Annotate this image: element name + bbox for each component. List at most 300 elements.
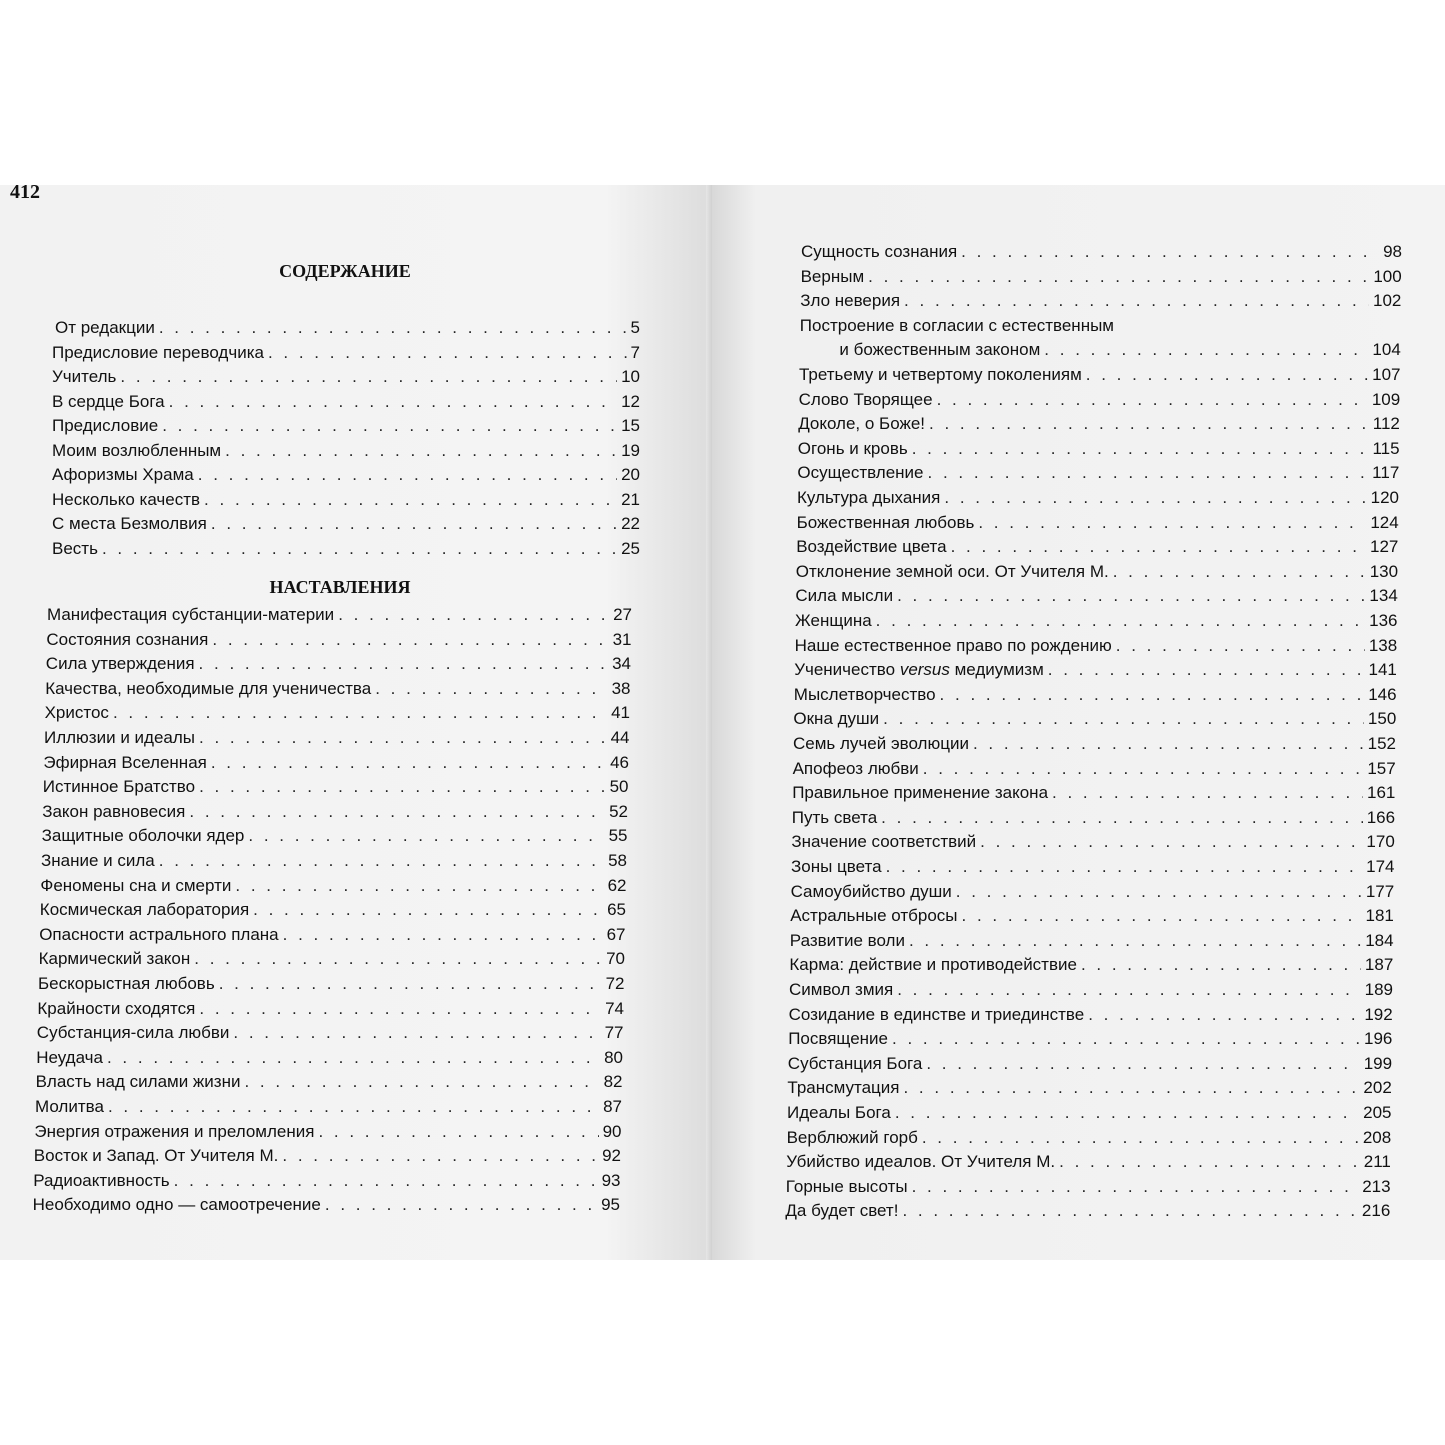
- toc-entry-title: Неудача: [36, 1047, 103, 1067]
- dot-leader: [120, 367, 617, 387]
- toc-entry: [34, 1142, 621, 1166]
- toc-entry: [46, 650, 631, 674]
- toc-entry-title: Молитва: [35, 1097, 104, 1116]
- toc-entry: [42, 822, 628, 846]
- toc-entry-page: 10: [621, 367, 640, 386]
- toc-entry: [33, 1167, 620, 1191]
- toc-entry: [52, 412, 640, 436]
- toc-entry: [797, 459, 1399, 483]
- right-page: [712, 185, 1445, 1260]
- toc-entry-title: Трансмутация: [787, 1078, 900, 1098]
- toc-entry-title: В сердце Бога: [52, 391, 165, 411]
- toc-entry: [795, 582, 1397, 606]
- toc-entry: [792, 779, 1395, 803]
- toc-entry-page: 120: [1370, 488, 1399, 507]
- dot-leader: [159, 318, 627, 338]
- toc-entry: [801, 238, 1402, 262]
- toc-entry: [794, 681, 1397, 705]
- toc-entry-page: 52: [609, 801, 628, 821]
- toc-entry-page: 117: [1372, 463, 1400, 483]
- toc-entry: [39, 945, 625, 969]
- toc-entry-page: 27: [613, 605, 632, 624]
- dot-leader: [268, 343, 627, 363]
- toc-entry: [52, 363, 640, 387]
- dot-leader: [928, 463, 1369, 483]
- toc-entry-title: Феномены сна и смерти: [40, 875, 232, 895]
- dot-leader: [962, 906, 1362, 926]
- toc-entry-title: Защитные оболочки ядер: [41, 826, 245, 846]
- toc-entry-page: 62: [607, 875, 627, 895]
- dot-leader: [951, 537, 1366, 557]
- book-spread: [0, 185, 1445, 1260]
- toc-entry: [52, 437, 640, 461]
- toc-entry: [798, 410, 1400, 434]
- dot-leader: [253, 900, 603, 920]
- toc-entry: [42, 798, 628, 822]
- toc-entry-page: 19: [621, 440, 640, 460]
- dot-leader: [199, 777, 605, 797]
- toc-entry: [36, 1068, 623, 1092]
- toc-entry-page: 109: [1371, 389, 1401, 409]
- dot-leader: [912, 1177, 1359, 1197]
- toc-entry-page: 187: [1364, 955, 1394, 975]
- dot-leader: [868, 267, 1369, 287]
- toc-entry-title: Астральные отбросы: [790, 906, 958, 926]
- dot-leader: [923, 759, 1364, 779]
- toc-entry-page: 157: [1367, 758, 1396, 778]
- toc-entry-page: 7: [630, 342, 640, 362]
- toc-entry-page: 216: [1361, 1201, 1391, 1221]
- dot-leader: [199, 999, 601, 1019]
- dot-leader: [980, 832, 1362, 852]
- dot-leader: [194, 949, 602, 969]
- toc-entry: [796, 533, 1398, 557]
- dot-leader: [892, 1029, 1360, 1049]
- dot-leader: [903, 1078, 1359, 1098]
- toc-entry-title: Построение в согласии с естественным: [799, 315, 1114, 335]
- toc-entry-page: 112: [1372, 414, 1400, 434]
- toc-entry-page: 152: [1367, 734, 1396, 753]
- toc-entry-page: 107: [1372, 365, 1401, 384]
- dot-leader: [902, 1201, 1357, 1221]
- dot-leader: [1081, 955, 1361, 975]
- dot-leader: [926, 1054, 1359, 1074]
- toc-entry-page: 138: [1368, 635, 1398, 655]
- toc-entry-page: 34: [612, 654, 631, 674]
- toc-entry-page: 211: [1363, 1152, 1391, 1172]
- toc-entry: [799, 361, 1401, 385]
- toc-entry: [790, 927, 1394, 951]
- toc-entry-title: Женщина: [795, 611, 872, 630]
- toc-entry-title: Символ змия: [789, 980, 894, 999]
- toc-entry-page: 100: [1373, 266, 1402, 286]
- toc-entry: [787, 1099, 1392, 1123]
- dot-leader: [225, 441, 617, 461]
- toc-entry-page: 21: [621, 489, 640, 509]
- dot-leader: [162, 416, 617, 436]
- toc-entry-page: 196: [1364, 1029, 1393, 1049]
- toc-entry-title: Энергия отражения и преломления: [34, 1121, 315, 1141]
- toc-entry-title: Правильное применение закона: [792, 783, 1049, 803]
- toc-entry-title: Созидание в единстве и триединстве: [788, 1004, 1085, 1024]
- dot-leader: [1048, 660, 1365, 680]
- dot-leader: [940, 685, 1365, 705]
- dot-leader: [204, 490, 617, 510]
- toc-entry-title: Субстанция Бога: [787, 1053, 923, 1073]
- toc-entry-title: Моим возлюбленным: [52, 440, 222, 460]
- dot-leader: [929, 414, 1369, 434]
- toc-entry-title: От редакции: [55, 318, 155, 337]
- dot-leader: [219, 974, 602, 994]
- toc-entry-page: 92: [602, 1146, 621, 1166]
- dot-leader: [937, 390, 1368, 410]
- toc-entry: [797, 509, 1399, 533]
- toc-entry: [787, 1124, 1392, 1148]
- toc-entry: [52, 461, 640, 485]
- toc-entry: [40, 896, 626, 920]
- toc-entry-page: 141: [1368, 660, 1397, 680]
- toc-entry: [43, 749, 629, 773]
- dot-leader: [876, 611, 1365, 631]
- toc-entry-page: 25: [621, 538, 640, 558]
- toc-entry: [41, 847, 627, 871]
- toc-entry-title: Предисловие переводчика: [52, 342, 264, 362]
- toc-entry-title: Закон равновесия: [42, 801, 186, 821]
- toc-entry-title: Культура дыхания: [797, 488, 941, 507]
- toc-entry: [789, 951, 1393, 975]
- toc-entry-title: Третьему и четвертому поколениям: [799, 365, 1082, 384]
- dot-leader: [881, 808, 1363, 828]
- section-heading: НАСТАВЛЕНИЯ: [269, 577, 411, 597]
- toc-entry-page: 44: [610, 728, 630, 747]
- toc-entry-title: Качества, необходимые для ученичества: [45, 678, 372, 698]
- dot-leader: [886, 857, 1363, 877]
- toc-entry-title: Манифестация субстанции-материи: [47, 605, 335, 624]
- toc-entry-title: Власть над силами жизни: [35, 1072, 241, 1092]
- dot-leader: [375, 679, 607, 699]
- toc-entry: [796, 558, 1398, 582]
- toc-entry-title: Значение соответствий: [791, 832, 977, 852]
- toc-entry: [789, 1001, 1393, 1025]
- page-number: 412: [10, 185, 40, 203]
- toc-entry-page: 90: [602, 1121, 622, 1141]
- dot-leader: [211, 514, 617, 534]
- toc-entry-title: Сила мысли: [795, 586, 894, 606]
- dot-leader: [318, 1122, 598, 1142]
- toc-entry-page: 22: [621, 514, 640, 533]
- dot-leader: [961, 242, 1379, 262]
- toc-entry-page: 213: [1362, 1176, 1391, 1196]
- toc-entry: [787, 1074, 1391, 1098]
- toc-entry: [36, 1044, 623, 1068]
- toc-entry-title: Зло неверия: [800, 291, 901, 311]
- dot-leader: [189, 802, 605, 822]
- toc-entry-title: Сила утверждения: [45, 654, 195, 674]
- toc-entry-page: 136: [1369, 611, 1398, 630]
- toc-entry-title: Опасности астрального плана: [39, 924, 279, 944]
- toc-entry: [791, 853, 1395, 877]
- toc-entry-title: и божественным законом: [839, 340, 1041, 360]
- toc-entry-page: 46: [610, 752, 629, 772]
- toc-entry: [46, 626, 631, 650]
- toc-entry-page: 12: [621, 391, 640, 411]
- toc-entry-title: Осуществление: [797, 463, 924, 483]
- dot-leader: [283, 925, 603, 945]
- toc-entry-page: 146: [1368, 684, 1397, 704]
- toc-entry-page: 150: [1367, 709, 1397, 729]
- toc-entry-page: 184: [1365, 930, 1394, 950]
- dot-leader: [909, 931, 1361, 951]
- toc-entry-title: Карма: действие и противодействие: [789, 955, 1077, 975]
- toc-entry: [794, 656, 1397, 680]
- toc-entry-title: Сущность сознания: [801, 242, 958, 261]
- dot-leader: [325, 1195, 597, 1215]
- dot-leader: [199, 728, 607, 748]
- toc-entry: [791, 878, 1395, 902]
- toc-entry-page: 80: [604, 1047, 623, 1067]
- dot-leader: [944, 488, 1366, 508]
- toc-entry-title: Зоны цвета: [791, 857, 882, 876]
- toc-entry-title: Необходимо одно — самоотречение: [32, 1195, 321, 1215]
- toc-entry: [33, 1191, 620, 1215]
- toc-entry-page: 124: [1370, 512, 1399, 532]
- toc-entry: [785, 1197, 1390, 1221]
- dot-leader: [895, 1103, 1359, 1123]
- toc-heading: СОДЕРЖАНИЕ: [279, 261, 411, 281]
- toc-entry: [791, 828, 1394, 852]
- toc-entry: [52, 535, 640, 559]
- toc-entry: [799, 386, 1401, 410]
- toc-entry-page: 38: [611, 678, 631, 698]
- toc-entry-page: 189: [1364, 980, 1393, 999]
- toc-entry-title: Убийство идеалов. От Учителя М.: [786, 1152, 1056, 1172]
- toc-entry-title: Самоубийство души: [790, 881, 952, 901]
- toc-entry-page: 161: [1367, 783, 1396, 803]
- toc-entry: [47, 601, 632, 625]
- dot-leader: [108, 1097, 599, 1117]
- toc-entry-title: Христос: [44, 703, 109, 723]
- toc-entry: [793, 705, 1396, 729]
- toc-entry-title: Наше естественное право по рождению: [794, 635, 1112, 655]
- dot-leader: [883, 709, 1364, 729]
- dot-leader: [159, 851, 604, 871]
- toc-entry-page: 127: [1370, 537, 1399, 557]
- toc-entry-page: 181: [1365, 906, 1394, 926]
- dot-leader: [107, 1048, 600, 1068]
- toc-entry-title: Весть: [52, 538, 98, 558]
- toc-entry-title: Доколе, о Боже!: [798, 414, 926, 434]
- toc-entry: [38, 970, 625, 994]
- dot-leader: [1059, 1152, 1360, 1172]
- toc-entry: [800, 287, 1401, 311]
- dot-leader: [282, 1146, 598, 1166]
- toc-entry: [40, 872, 626, 896]
- toc-entry-page: 31: [612, 629, 632, 649]
- dot-leader: [897, 586, 1365, 606]
- toc-entry-page: 82: [603, 1072, 623, 1092]
- toc-entry-page: 77: [604, 1023, 624, 1043]
- toc-entry-page: 5: [630, 318, 640, 337]
- toc-entry-page: 208: [1362, 1127, 1392, 1147]
- toc-entry: [45, 699, 630, 723]
- toc-entry: [43, 773, 629, 797]
- dot-leader: [199, 654, 609, 674]
- dot-leader: [113, 703, 607, 723]
- toc-entry: [788, 1025, 1392, 1049]
- dot-leader: [198, 465, 617, 485]
- toc-entry-title: Божественная любовь: [796, 512, 975, 532]
- toc-entry-page: 205: [1363, 1103, 1392, 1122]
- toc-entry: [34, 1118, 621, 1142]
- toc-entry-title: Огонь и кровь: [797, 438, 908, 458]
- dot-leader: [338, 605, 609, 625]
- toc-entry-title: Предисловие: [52, 416, 159, 435]
- toc-entry-title: Иллюзии и идеалы: [44, 728, 195, 747]
- toc-entry-page: 74: [605, 998, 624, 1018]
- toc-entry-page: 50: [609, 777, 629, 797]
- toc-entry-page: 55: [608, 826, 628, 846]
- dot-leader: [233, 1023, 600, 1043]
- toc-entry-page: 104: [1372, 340, 1401, 360]
- toc-entry-page: 192: [1364, 1004, 1393, 1024]
- toc-entry-page: 98: [1383, 242, 1402, 261]
- toc-entry-page: 58: [608, 851, 627, 870]
- dot-leader: [212, 630, 608, 650]
- toc-entry-page: 72: [605, 974, 625, 993]
- toc-entry: [55, 314, 640, 338]
- dot-leader: [235, 876, 603, 896]
- toc-entry-title: Несколько качеств: [52, 489, 201, 509]
- toc-entry-title: Путь света: [791, 807, 878, 827]
- dot-leader: [956, 882, 1362, 902]
- toc-entry-title: Космическая лаборатория: [39, 900, 250, 920]
- dot-leader: [912, 439, 1369, 459]
- toc-entry-title: Апофеоз любви: [792, 758, 919, 778]
- dot-leader: [904, 291, 1369, 311]
- dot-leader: [922, 1128, 1359, 1148]
- toc-entry-title: Ученичество versus медиумизм: [794, 660, 1044, 680]
- toc-entry-page: 199: [1363, 1053, 1393, 1073]
- dot-leader: [174, 1171, 598, 1191]
- toc-entry-page: 87: [603, 1097, 622, 1116]
- toc-entry-title: Мыслетворчество: [793, 684, 936, 704]
- toc-entry-page: 65: [607, 900, 626, 920]
- toc-entry-title: Отклонение земной оси. От Учителя М.: [795, 561, 1109, 581]
- toc-entry-page: 177: [1365, 881, 1395, 901]
- toc-entry-title: Верным: [800, 266, 865, 286]
- toc-entry: [801, 263, 1402, 287]
- toc-entry-title: Посвящение: [788, 1029, 888, 1049]
- dot-leader: [248, 826, 604, 846]
- toc-entry-title: Афоризмы Храма: [52, 465, 194, 484]
- toc-entry: [793, 755, 1396, 779]
- toc-entry-title: Да будет свет!: [785, 1201, 899, 1221]
- toc-entry-title: Учитель: [52, 367, 117, 386]
- toc-entry: [800, 312, 1401, 336]
- toc-entry-page: 41: [611, 703, 630, 723]
- toc-entry-title: Радиоактивность: [33, 1170, 170, 1190]
- toc-entry-title: Истинное Братство: [42, 777, 196, 797]
- toc-entry: [52, 388, 640, 412]
- dot-leader: [978, 513, 1366, 533]
- toc-entry: [788, 1050, 1392, 1074]
- dot-leader: [1052, 783, 1363, 803]
- toc-entry-page: 20: [621, 465, 640, 484]
- toc-entry: [39, 921, 625, 945]
- toc-entry: [44, 724, 630, 748]
- dot-leader: [1116, 636, 1365, 656]
- toc-entry-title: Идеалы Бога: [787, 1103, 891, 1122]
- dot-leader: [211, 753, 606, 773]
- toc-entry: [789, 976, 1393, 1000]
- toc-entry-title: Крайности сходятся: [37, 998, 196, 1018]
- toc-entry-title: Развитие воли: [789, 930, 905, 950]
- toc-entry-title: Слово Творящее: [798, 389, 933, 409]
- toc-entry-page: 166: [1366, 807, 1396, 827]
- toc-entry-page: 93: [601, 1170, 621, 1190]
- toc-entry-title: Состояния сознания: [46, 629, 209, 649]
- dot-leader: [973, 734, 1364, 754]
- toc-entry-title: С места Безмолвия: [52, 514, 207, 533]
- toc-entry-title: Бескорыстная любовь: [38, 974, 215, 993]
- toc-entry: [797, 484, 1399, 508]
- toc-entry: [795, 607, 1398, 631]
- toc-entry-page: 95: [601, 1195, 620, 1215]
- left-page: [0, 185, 712, 1260]
- toc-entry-title: Знание и сила: [41, 851, 155, 870]
- toc-entry-title: Окна души: [793, 709, 880, 729]
- toc-entry-title: Семь лучей эволюции: [793, 734, 969, 753]
- toc-entry: [52, 510, 640, 534]
- toc-entry-page: 67: [606, 924, 626, 944]
- toc-entry-page: 102: [1373, 291, 1402, 311]
- toc-entry: [839, 336, 1400, 360]
- toc-entry-page: 202: [1363, 1078, 1392, 1098]
- toc-entry-title: Верблюжий горб: [786, 1127, 918, 1147]
- dot-leader: [1086, 365, 1368, 385]
- toc-entry: [37, 995, 624, 1019]
- toc-entry-page: 15: [621, 416, 640, 435]
- dot-leader: [102, 539, 617, 559]
- dot-leader: [1088, 1005, 1360, 1025]
- toc-entry: [37, 1019, 624, 1043]
- toc-entry-page: 115: [1372, 438, 1400, 458]
- toc-entry: [786, 1173, 1391, 1197]
- toc-entry: [52, 486, 640, 510]
- toc-entry: [35, 1093, 622, 1117]
- toc-entry-title: Кармический закон: [38, 949, 191, 969]
- toc-entry-page: 170: [1366, 832, 1395, 852]
- toc-entry-title: Эфирная Вселенная: [43, 752, 207, 772]
- toc-entry-title: Восток и Запад. От Учителя М.: [33, 1146, 279, 1166]
- toc-entry-page: 174: [1366, 857, 1395, 876]
- toc-entry-page: 70: [606, 949, 625, 969]
- toc-entry: [793, 730, 1396, 754]
- toc-entry-page: 134: [1369, 586, 1398, 606]
- toc-entry-title: Воздействие цвета: [796, 537, 947, 557]
- toc-entry-title: Субстанция-сила любви: [36, 1023, 230, 1043]
- dot-leader: [169, 392, 617, 412]
- dot-leader: [1044, 340, 1368, 360]
- toc-entry: [792, 804, 1395, 828]
- dot-leader: [1113, 562, 1366, 582]
- toc-entry-title: Горные высоты: [785, 1176, 908, 1196]
- dot-leader: [897, 980, 1360, 1000]
- toc-entry: [786, 1148, 1391, 1172]
- toc-entry: [795, 632, 1398, 656]
- toc-entry: [798, 435, 1400, 459]
- dot-leader: [244, 1072, 599, 1092]
